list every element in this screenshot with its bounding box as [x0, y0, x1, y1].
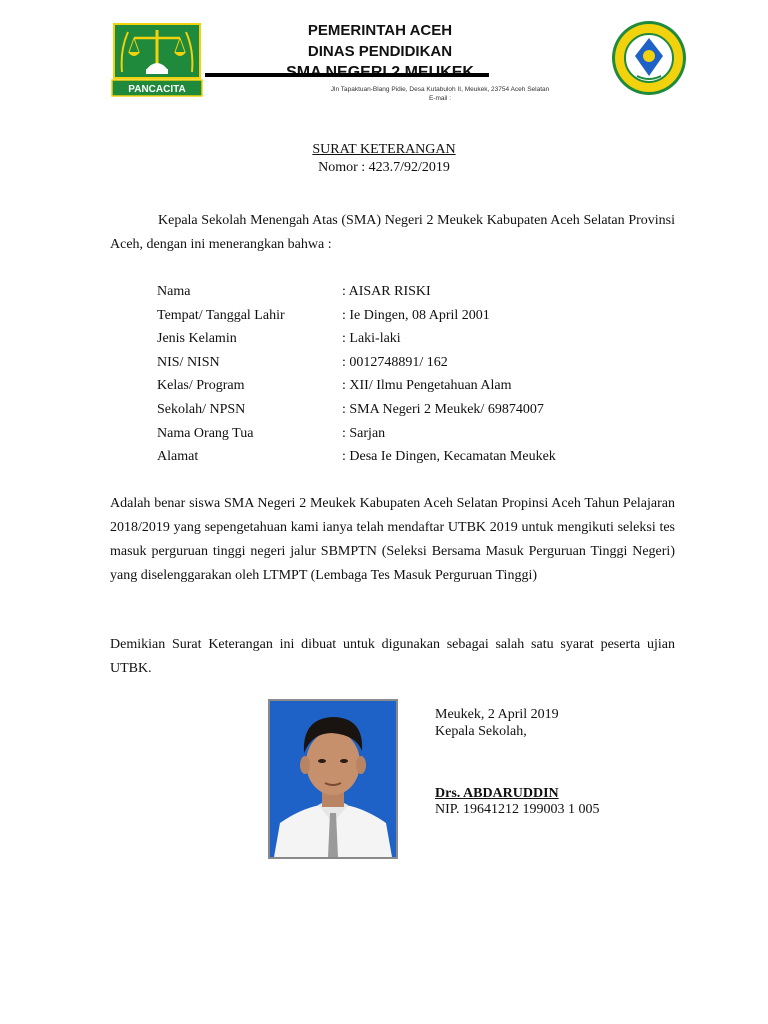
field-label: Tempat/ Tanggal Lahir	[157, 308, 285, 323]
field-value: : Laki-laki	[342, 331, 401, 346]
signature-name: Drs. ABDARUDDIN	[435, 786, 559, 801]
field-row-address	[157, 449, 677, 473]
field-value: : Desa Ie Dingen, Kecamatan Meukek	[342, 449, 556, 464]
field-row-school	[157, 402, 677, 426]
letterhead-department: DINAS PENDIDIKAN	[307, 43, 453, 60]
student-photo	[268, 699, 398, 859]
field-label: Alamat	[157, 449, 199, 464]
document-number: Nomor : 423.7/92/2019	[318, 160, 450, 175]
field-row-class	[157, 378, 677, 402]
field-value: : AISAR RISKI	[342, 284, 431, 299]
field-label: Sekolah/ NPSN	[157, 402, 246, 417]
field-value: : Sarjan	[342, 426, 386, 441]
signature-role: Kepala Sekolah,	[435, 724, 527, 739]
signature-place-date: Meukek, 2 April 2019	[435, 707, 559, 722]
letterhead-government: PEMERINTAH ACEH	[307, 22, 453, 39]
field-value: : Ie Dingen, 08 April 2001	[342, 308, 490, 323]
field-row-birth	[157, 308, 677, 332]
school-seal-logo	[609, 20, 689, 96]
field-label: Nama	[157, 284, 191, 299]
logo-banner-text: PANCACITA	[128, 84, 186, 95]
signature-nip: NIP. 19641212 199003 1 005	[435, 802, 600, 817]
document-title: SURAT KETERANGAN	[312, 142, 456, 157]
field-label: Jenis Kelamin	[157, 331, 237, 346]
letterhead-email: E-mail :	[428, 95, 452, 102]
body-paragraph: Adalah benar siswa SMA Negeri 2 Meukek Kabupaten Aceh Selatan Propinsi Aceh Tahun Pelajaran 2018/2019 yang sepengetahuan kami ianya telah mendaftar UTBK 2019 untuk mengikuti seleksi tes masuk perguruan tinggi negeri jalur SBMPTN (Seleksi Bersama Masuk Perguruan Tinggi Negeri) yang diselenggarakan oleh LTMPT (Lembaga Tes Masuk Perguruan Tinggi)	[110, 496, 675, 583]
field-label: NIS/ NISN	[157, 355, 220, 370]
closing-paragraph: Demikian Surat Keterangan ini dibuat untuk digunakan sebagai salah satu syarat peserta ujian UTBK.	[110, 637, 675, 676]
field-value: : XII/ Ilmu Pengetahuan Alam	[342, 378, 512, 393]
letterhead-address: Jln Tapaktuan-Blang Pidie, Desa Kutabuloh II, Meukek, 23754 Aceh Selatan	[330, 86, 550, 93]
intro-paragraph: Kepala Sekolah Menengah Atas (SMA) Negeri 2 Meukek Kabupaten Aceh Selatan Provinsi Aceh, dengan ini menerangkan bahwa :	[110, 213, 675, 252]
field-row-nis	[157, 355, 677, 379]
field-label: Nama Orang Tua	[157, 426, 254, 441]
field-row-gender	[157, 331, 677, 355]
field-value: : 0012748891/ 162	[342, 355, 448, 370]
letterhead-rule	[205, 73, 489, 77]
field-row-parent	[157, 426, 677, 450]
field-value: : SMA Negeri 2 Meukek/ 69874007	[342, 402, 544, 417]
field-row-name	[157, 284, 677, 308]
field-label: Kelas/ Program	[157, 378, 245, 393]
